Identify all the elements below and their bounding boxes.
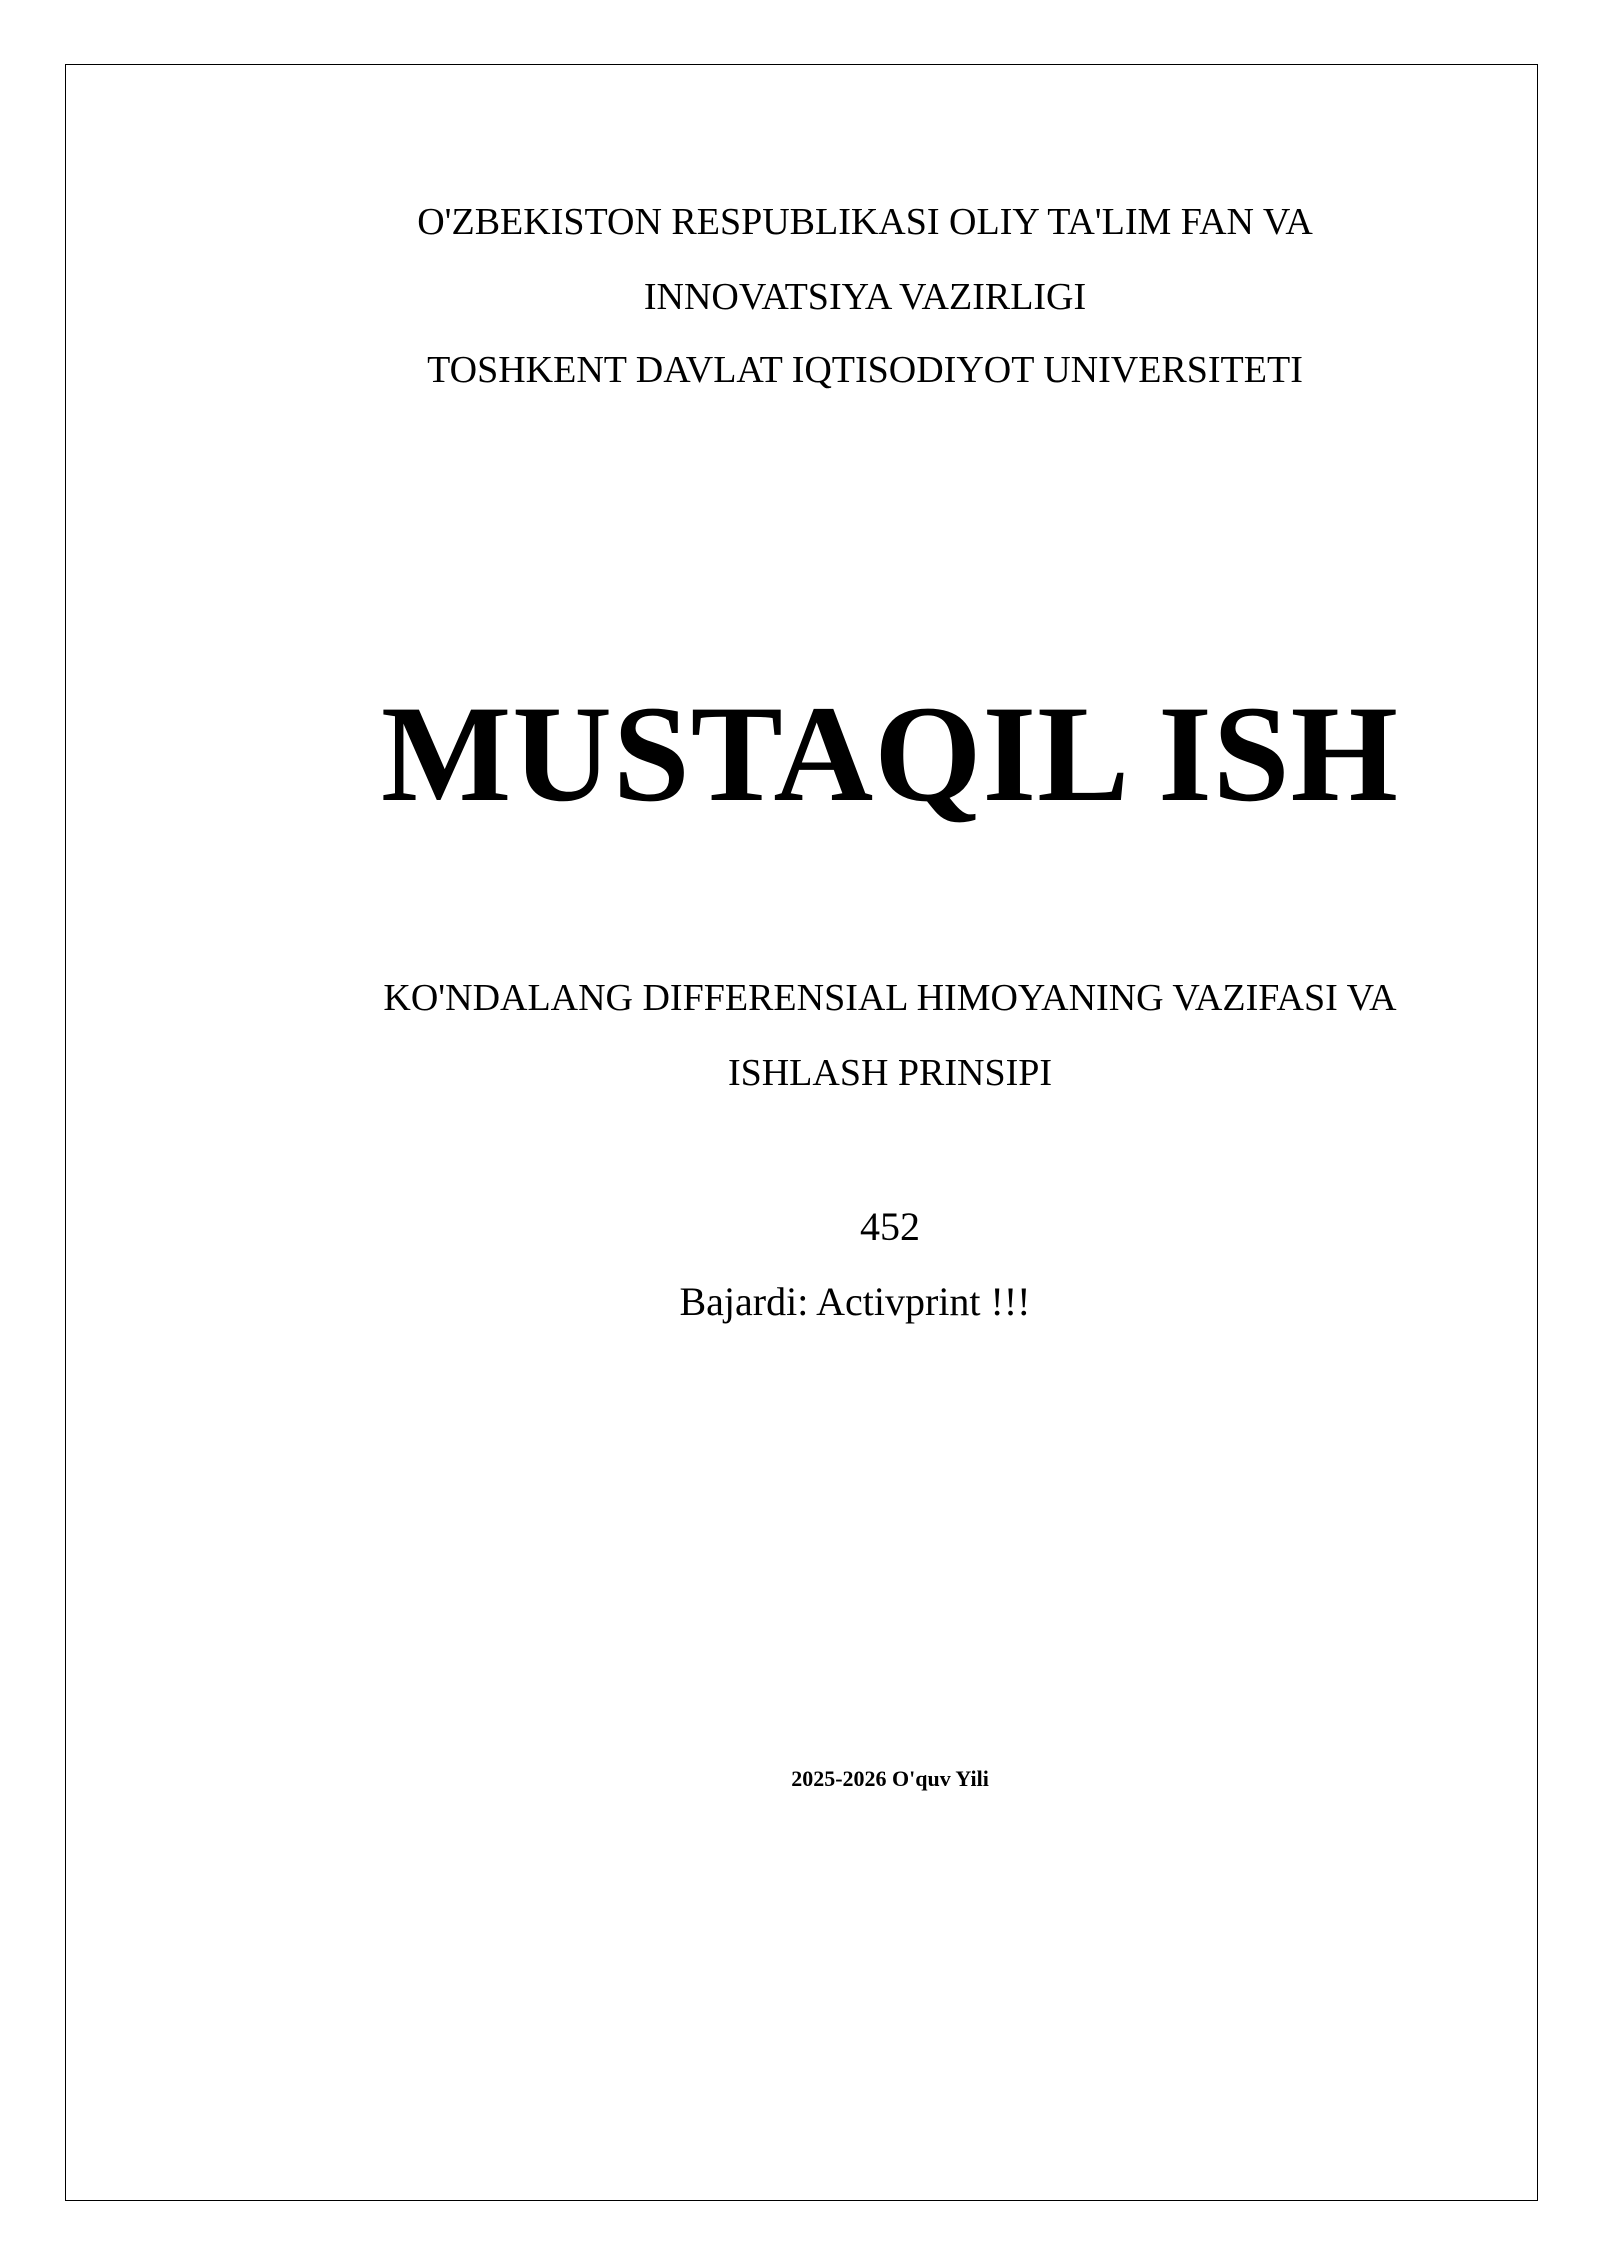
ministry-line-2: INNOVATSIYA VAZIRLIGI: [643, 276, 1087, 318]
topic-line-1: KO'NDALANG DIFFERENSIAL HIMOYANING VAZIFASI VA: [383, 977, 1397, 1019]
academic-year: 2025-2026 O'quv Yili: [791, 1766, 989, 1791]
group-number: 452: [860, 1204, 920, 1249]
university-name: TOSHKENT DAVLAT IQTISODIYOT UNIVERSITETI: [427, 349, 1303, 391]
ministry-line-1: O'ZBEKISTON RESPUBLIKASI OLIY TA'LIM FAN VA: [417, 201, 1313, 243]
document-title: MUSTAQIL ISH: [381, 677, 1399, 830]
topic-line-2: ISHLASH PRINSIPI: [727, 1052, 1053, 1094]
author-line: Bajardi: Activprint !!!: [679, 1279, 1031, 1324]
